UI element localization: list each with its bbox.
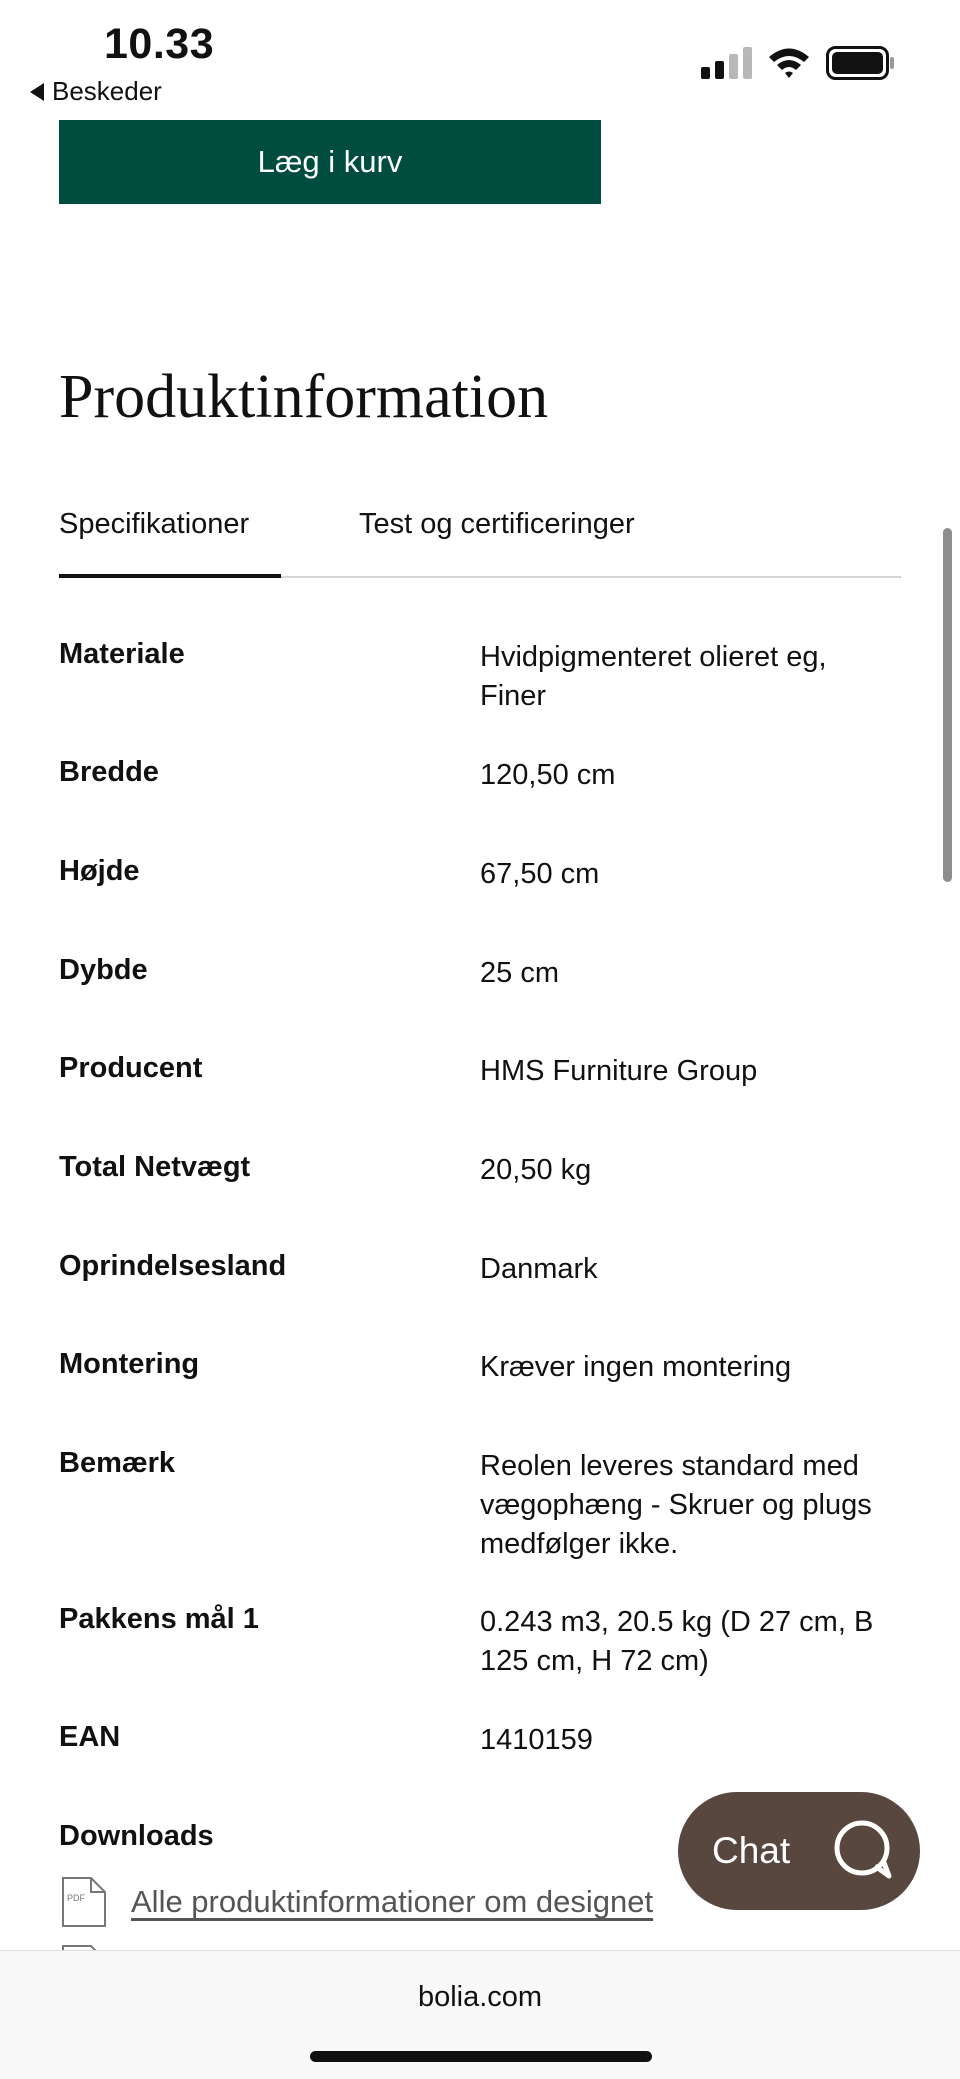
chat-bubble-icon <box>831 1818 895 1882</box>
back-label: Beskeder <box>52 76 162 106</box>
spec-value: 120,50 cm <box>480 759 616 791</box>
home-indicator[interactable] <box>310 2051 652 2062</box>
active-tab-indicator <box>59 574 281 578</box>
spec-value: 1410159 <box>480 1724 593 1756</box>
spec-label: Dybde <box>59 954 148 986</box>
spec-value: Danmark <box>480 1253 598 1285</box>
spec-label: Pakkens mål 1 <box>59 1603 259 1635</box>
spec-label: EAN <box>59 1721 121 1753</box>
spec-value: 67,50 cm <box>480 858 600 890</box>
status-bar <box>0 0 960 115</box>
spec-value: 20,50 kg <box>480 1154 592 1186</box>
wifi-icon <box>767 46 811 80</box>
chat-label: Chat <box>712 1830 791 1871</box>
pdf-document-icon <box>59 1876 107 1928</box>
spec-label: Oprindelsesland <box>59 1250 287 1282</box>
spec-label: Total Netvægt <box>59 1151 251 1183</box>
spec-value: 25 cm <box>480 957 559 989</box>
spec-label: Bredde <box>59 756 159 788</box>
status-time: 10.33 <box>104 20 215 68</box>
battery-icon <box>826 46 896 80</box>
spec-value: Hvidpigmenteret olieret eg, Finer <box>480 641 827 712</box>
url-domain[interactable]: bolia.com <box>417 1981 543 2013</box>
spec-value: HMS Furniture Group <box>480 1055 758 1087</box>
product-info-title: Produktinformation <box>59 363 549 431</box>
spec-value: Kræver ingen montering <box>480 1351 792 1383</box>
tab-specifications[interactable]: Specifikationer <box>59 508 250 540</box>
spec-label: Højde <box>59 855 140 887</box>
page-scrollbar[interactable] <box>943 528 952 882</box>
downloads-label: Downloads <box>59 1820 214 1852</box>
spec-label: Materiale <box>59 638 185 670</box>
spec-label: Bemærk <box>59 1447 176 1479</box>
pdf-badge: PDF <box>67 1893 85 1903</box>
tab-test-certifications[interactable]: Test og certificeringer <box>359 508 635 540</box>
spec-label: Producent <box>59 1052 203 1084</box>
back-arrow-icon <box>30 83 44 101</box>
browser-url-bar[interactable] <box>0 1950 960 2079</box>
download-link[interactable]: Alle produktinformationer om designet <box>131 1884 654 1919</box>
download-item[interactable] <box>59 1876 653 1928</box>
back-to-messages[interactable] <box>30 76 162 107</box>
cellular-signal-icon <box>701 47 753 79</box>
product-info-tabs <box>59 500 901 578</box>
spec-value: 0.243 m3, 20.5 kg (D 27 cm, B 125 cm, H 72 cm) <box>480 1606 874 1677</box>
add-to-cart-button[interactable]: Læg i kurv <box>59 120 601 204</box>
spec-label: Montering <box>59 1348 200 1380</box>
chat-button[interactable] <box>678 1792 920 1910</box>
spec-value: Reolen leveres standard med vægophæng - Skruer og plugs medfølger ikke. <box>480 1450 872 1560</box>
